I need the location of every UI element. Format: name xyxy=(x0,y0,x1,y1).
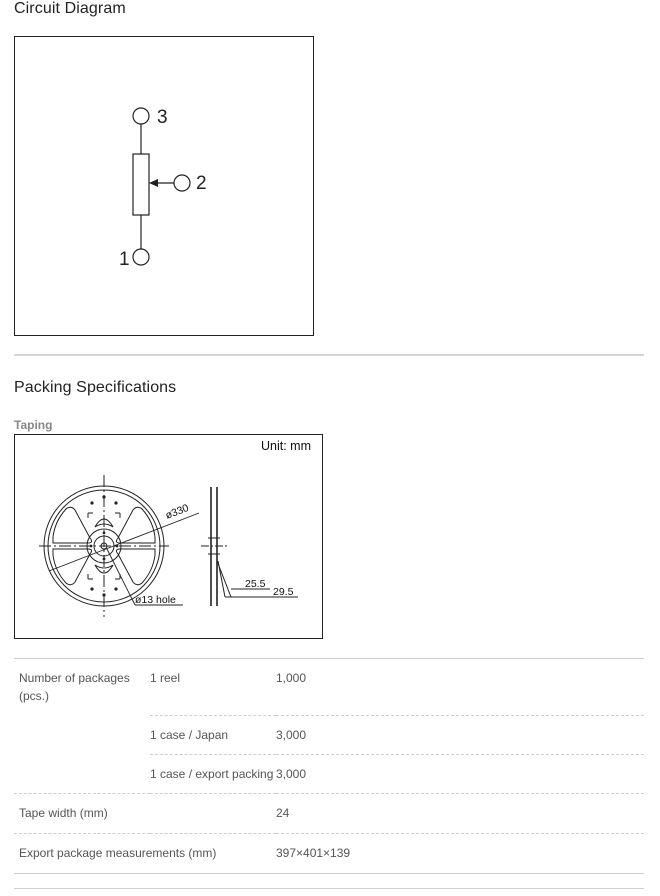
unit-label: Unit: mm xyxy=(261,439,311,453)
pin-3-label: 3 xyxy=(157,107,168,128)
table-row xyxy=(14,833,644,873)
pin-3-terminal xyxy=(133,108,149,124)
pin-1-terminal xyxy=(133,249,149,265)
center-hole-label: ø13 hole xyxy=(135,594,176,606)
circuit-diagram-title: Circuit Diagram xyxy=(14,0,126,17)
circuit-diagram-box xyxy=(14,36,314,336)
row-value: 1,000 xyxy=(276,671,307,685)
row-sub-label: 1 case / export packing xyxy=(150,766,274,781)
row-value: 397×401×139 xyxy=(276,845,351,860)
bottom-divider xyxy=(14,888,644,889)
row-label: Tape width (mm) xyxy=(19,805,108,820)
row-sub-label: 1 reel xyxy=(150,671,181,685)
outer-width-label: 29.5 xyxy=(273,586,294,598)
pin-2-label: 2 xyxy=(196,173,207,194)
row-label: Number of packages (pcs.) xyxy=(19,671,130,703)
reel-diameter-label: ø330 xyxy=(163,502,191,522)
packing-specifications-title: Packing Specifications xyxy=(14,379,177,396)
table-row xyxy=(14,659,644,716)
reel-drawing xyxy=(15,435,322,638)
pin-2-terminal xyxy=(174,175,190,191)
row-sub-label: 1 case / Japan xyxy=(150,727,229,742)
row-value: 3,000 xyxy=(276,766,307,781)
pin-1-label: 1 xyxy=(119,249,130,270)
packing-spec-table xyxy=(14,658,644,896)
row-label: Export package measurements (mm) xyxy=(19,845,217,860)
resistor-body xyxy=(133,154,149,215)
section-divider xyxy=(14,354,644,356)
reel-drawing-box xyxy=(14,434,323,639)
table-row xyxy=(14,754,644,793)
inner-width-label: 25.5 xyxy=(245,578,266,590)
table-row xyxy=(14,715,644,754)
taping-subtitle: Taping xyxy=(14,418,53,432)
wiper-arrow xyxy=(149,179,158,187)
table-row xyxy=(14,793,644,833)
potentiometer-schematic xyxy=(15,37,313,335)
row-value: 3,000 xyxy=(276,727,307,742)
row-value: 24 xyxy=(276,805,290,820)
